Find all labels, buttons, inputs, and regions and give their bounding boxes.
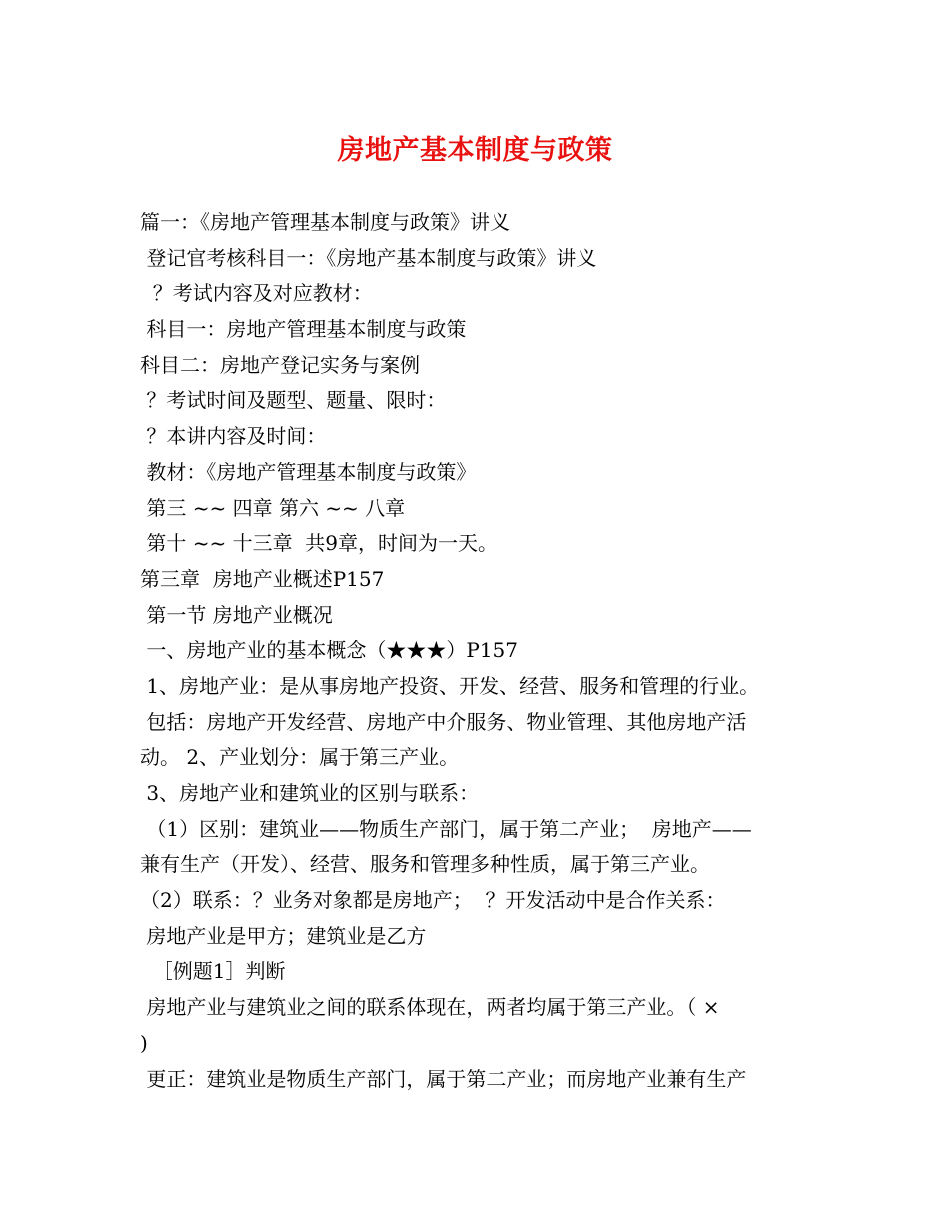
text-line: 第一节 房地产业概况: [140, 602, 333, 627]
text-line: 动。 2、产业划分：属于第三产业。: [140, 745, 460, 770]
text-line: ): [140, 1030, 148, 1055]
text-line: 房地产业是甲方；建筑业是乙方: [140, 923, 427, 948]
text-line: （2）联系：？业务对象都是房地产； ？开发活动中是合作关系：: [140, 888, 726, 913]
text-line: 房地产业与建筑业之间的联系体现在，两者均属于第三产业。（ ×: [140, 995, 720, 1020]
text-line: 兼有生产（开发）、经营、服务和管理多种性质，属于第三产业。: [140, 852, 710, 877]
text-line: 科目一：房地产管理基本制度与政策: [140, 317, 467, 342]
text-line: 教材：《房地产管理基本制度与政策》: [140, 459, 477, 484]
text-line: （1）区别：建筑业——物质生产部门，属于第二产业； 房地产——: [140, 816, 752, 841]
text-line: 第三章 房地产业概述P157: [140, 566, 385, 591]
text-line: ？考试内容及对应教材：: [140, 281, 373, 306]
text-line: 3、房地产业和建筑业的区别与联系：: [140, 781, 480, 805]
text-line: 科目二：房地产登记实务与案例: [140, 352, 420, 377]
text-line: 更正：建筑业是物质生产部门，属于第二产业；而房地产业兼有生产: [140, 1066, 747, 1091]
text-line: ？考试时间及题型、题量、限时：: [140, 388, 447, 413]
document-title: 房地产基本制度与政策: [337, 135, 613, 166]
text-line: 一、房地产业的基本概念（★★★）P157: [140, 638, 518, 663]
text-line: 第十 ~~ 十三章 共9章，时间为一天。: [140, 531, 499, 556]
text-line: 1、房地产业：是从事房地产投资、开发、经营、服务和管理的行业。: [140, 673, 760, 698]
text-line: 包括：房地产开发经营、房地产中介服务、物业管理、其他房地产活: [140, 709, 747, 734]
document-body: [140, 205, 830, 1097]
text-line: 篇一：《房地产管理基本制度与政策》讲义: [140, 210, 510, 234]
text-line: ？本讲内容及时间：: [140, 424, 327, 449]
text-line: 第三 ~~ 四章 第六 ~~ 八章: [140, 495, 406, 520]
text-line: ［例题1］判断: [140, 959, 286, 984]
text-line: 登记官考核科目一：《房地产基本制度与政策》讲义: [140, 245, 597, 270]
